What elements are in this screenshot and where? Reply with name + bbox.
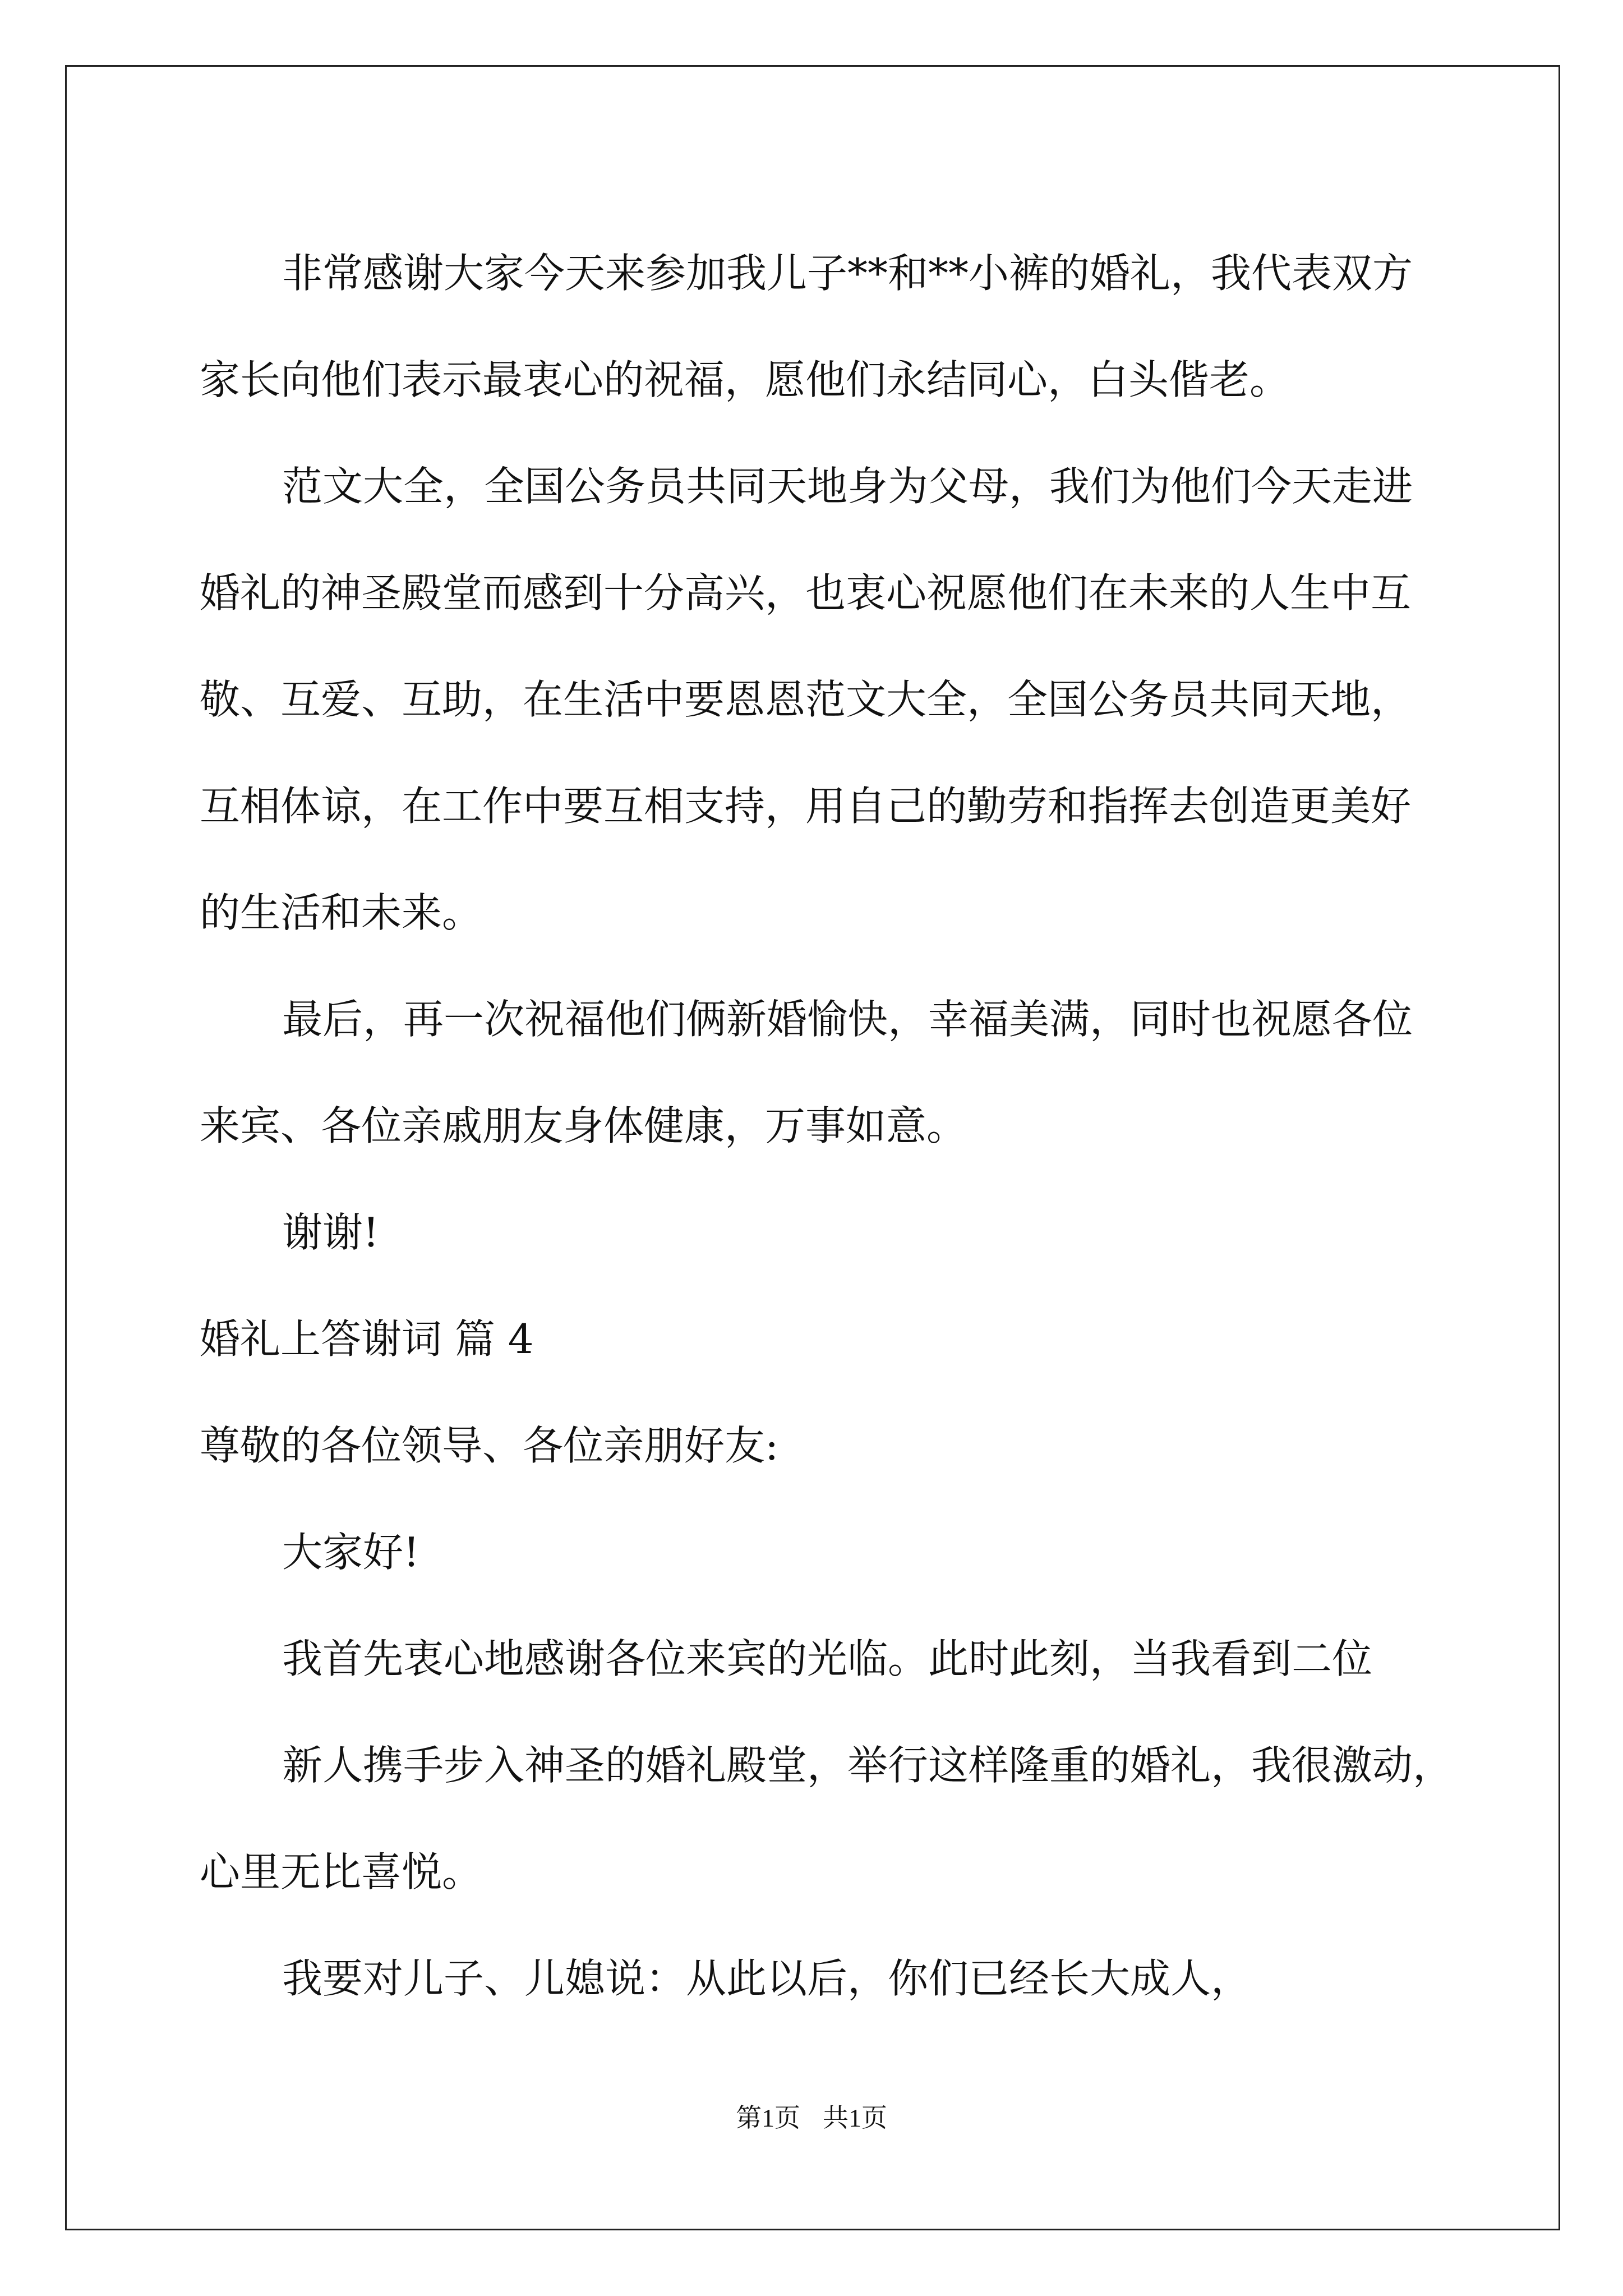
greeting: 大家好! <box>282 1529 419 1576</box>
text-line: 我要对儿子、儿媳说：从此以后，你们已经长大成人， <box>282 1955 1252 2002</box>
salutation: 尊敬的各位领导、各位亲朋好友: <box>200 1422 779 1469</box>
text-line: 谢谢! <box>282 1209 379 1256</box>
text-line: 婚礼的神圣殿堂而感到十分高兴，也衷心祝愿他们在未来的人生中互 <box>200 569 1412 616</box>
text-line: 家长向他们表示最衷心的祝福，愿他们永结同心，白头偕老。 <box>200 356 1290 403</box>
text-line: 最后，再一次祝福他们俩新婚愉快，幸福美满，同时也祝愿各位 <box>282 996 1413 1043</box>
page-total: 共1页 <box>823 2104 887 2132</box>
text-line: 非常感谢大家今天来参加我儿子**和**小裤的婚礼，我代表双方 <box>282 250 1413 297</box>
text-line: 我首先衷心地感谢各位来宾的光临。此时此刻，当我看到二位 <box>282 1635 1373 1682</box>
text-line: 的生活和未来。 <box>200 889 483 936</box>
page-footer <box>0 2101 1623 2135</box>
text-line: 范文大全，全国公务员共同天地身为父母，我们为他们今天走进 <box>282 463 1413 510</box>
text-line: 来宾、各位亲戚朋友身体健康，万事如意。 <box>200 1102 967 1149</box>
section-heading: 婚礼上答谢词 篇 4 <box>200 1315 534 1363</box>
document-body <box>200 220 1490 2032</box>
text-line: 新人携手步入神圣的婚礼殿堂，举行这样隆重的婚礼，我很激动， <box>282 1742 1454 1789</box>
page-number: 第1页 <box>736 2104 800 2132</box>
text-line: 敬、互爱、互助，在生活中要恩恩范文大全，全国公务员共同天地， <box>200 676 1412 723</box>
text-line: 互相体谅，在工作中要互相支持，用自己的勤劳和指挥去创造更美好 <box>200 783 1412 830</box>
text-line: 心里无比喜悦。 <box>200 1848 483 1895</box>
